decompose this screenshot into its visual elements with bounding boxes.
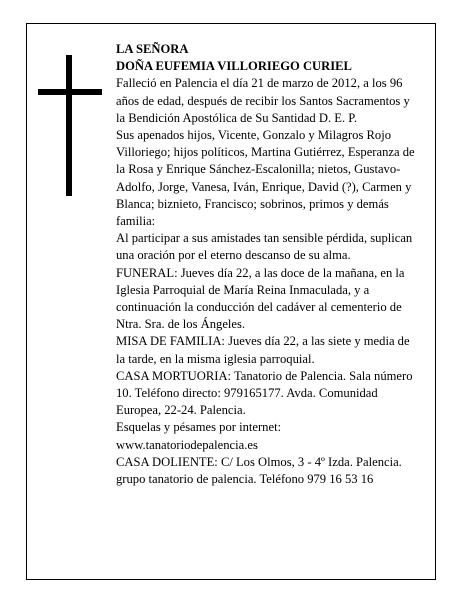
- notice-paragraph-funeral-home: CASA MORTUORIA: Tanatorio de Palencia. Sala número 10. Teléfono directo: 979165177. Avda. Comunidad Europea, 22-24. Palencia.: [116, 368, 413, 418]
- notice-body: [116, 41, 421, 488]
- notice-paragraph-family: Sus apenados hijos, Vicente, Gonzalo y Milagros Rojo Villoriego; hijos políticos, Martina Gutiérrez, Esperanza de la Rosa y Enrique Sánchez-Escalonilla; nietos, Gustavo-Adolfo, Jorge, Vanesa, Iván, Enrique, David (?), Carmen y Blanca; biznieto, Francisco; sobrinos, primos y demás familia:: [116, 128, 415, 229]
- notice-paragraph-internet: Esquelas y pésames por internet: www.tanatoriodepalencia.es: [116, 420, 282, 452]
- cross-vertical-bar: [66, 55, 72, 196]
- notice-title-line-1: LA SEÑORA: [116, 42, 189, 56]
- notice-title-line-2: DOÑA EUFEMIA VILLORIEGO CURIEL: [116, 59, 352, 74]
- notice-paragraph-company: grupo tanatorio de palencia. Teléfono 979 16 53 16: [116, 472, 374, 487]
- cross-horizontal-bar: [38, 89, 102, 95]
- notice-paragraph-family-home: CASA DOLIENTE: C/ Los Olmos, 3 - 4º Izda. Palencia.: [116, 454, 402, 469]
- notice-paragraph-death: Falleció en Palencia el día 21 de marzo de 2012, a los 96 años de edad, después de recibir los Santos Sacramentos y la Bendición Apostólica de Su Santidad D. E. P.: [116, 76, 410, 125]
- notice-paragraph-funeral: FUNERAL: Jueves día 22, a las doce de la mañana, en la Iglesia Parroquial de María Reina Inmaculada, y a continuación la conducción del cadáver al cementerio de Ntra. Sra. de los Ángeles.: [116, 265, 405, 332]
- notice-paragraph-request: Al participar a sus amistades tan sensible pérdida, suplican una oración por el eterno descanso de su alma.: [116, 231, 413, 263]
- notice-paragraph-family-mass: MISA DE FAMILIA: Jueves día 22, a las siete y media de la tarde, en la misma iglesia parroquial.: [116, 334, 410, 366]
- obituary-notice: [26, 23, 436, 580]
